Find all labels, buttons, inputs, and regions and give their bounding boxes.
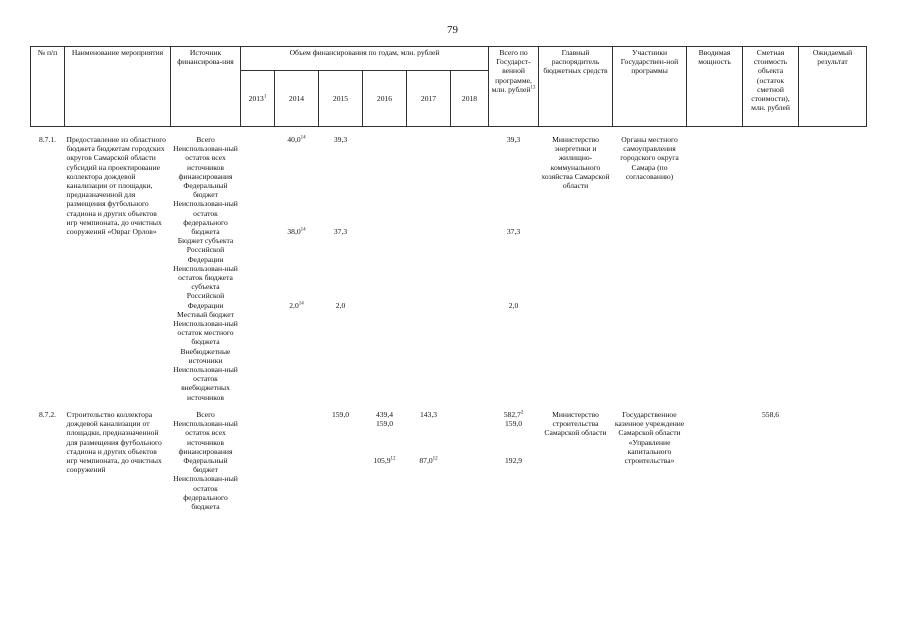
estimated-cost: 558,6 xyxy=(761,409,780,419)
spacer-cell xyxy=(743,127,799,136)
header-year-label: 2014 xyxy=(288,93,305,103)
value-stack xyxy=(277,135,317,393)
value-cell-2016 xyxy=(363,135,407,402)
funding-value-text: 159,0 xyxy=(375,419,394,429)
funding-value-text: 39,3 xyxy=(506,135,521,144)
table-body xyxy=(31,127,867,512)
header-year-label: 2013 xyxy=(248,93,264,103)
spacer-cell xyxy=(65,127,171,136)
table-row xyxy=(31,135,867,402)
header-num: № п/п xyxy=(31,47,65,127)
capacity xyxy=(687,410,743,511)
funding-source: Бюджет субъекта Российской Федерации xyxy=(177,236,234,264)
header-result: Ожидаемый результат xyxy=(799,47,867,127)
spacer-cell xyxy=(65,402,171,410)
capacity xyxy=(687,135,743,402)
funding-source: Неиспользован-ный остаток всех источников финансирования xyxy=(173,144,238,181)
funding-value-footnote: 12 xyxy=(390,456,396,462)
value-cell-total xyxy=(489,135,539,402)
funding-source: Федеральный бюджет xyxy=(183,455,228,475)
header-funding-group: Объем финансирования по годам, млн. рублей xyxy=(241,47,489,71)
funding-value xyxy=(491,301,537,310)
funding-value-text: 38,0 xyxy=(287,227,301,236)
header-total xyxy=(489,47,539,127)
value-cell-2015 xyxy=(319,410,363,511)
spacer-cell xyxy=(687,127,743,136)
spacer-cell xyxy=(799,127,867,136)
funding-value-text: 37,3 xyxy=(333,227,348,236)
spacer-cell xyxy=(319,127,363,136)
spacer-cell xyxy=(743,402,799,410)
budget-manager: Министерство строительства Самарской области xyxy=(544,409,607,438)
header-year-2015 xyxy=(319,71,363,127)
spacer-cell xyxy=(171,402,241,410)
value-cell-2013 xyxy=(241,410,275,511)
spacer-cell xyxy=(363,127,407,136)
header-year-sup: 1 xyxy=(263,94,267,100)
expected-result xyxy=(799,135,867,402)
header-year-label: 2017 xyxy=(420,93,437,103)
spacer-cell xyxy=(319,402,363,410)
header-estimated-cost: Сметная стоимость объекта (остаток сметной стоимости), млн. рублей xyxy=(743,47,799,127)
page-number: 79 xyxy=(447,24,458,36)
value-cell-2017 xyxy=(407,410,451,511)
spacer-cell xyxy=(539,127,613,136)
funding-value xyxy=(491,419,537,428)
program-participants: Органы местного самоуправления городского округа Самара (по согласованию) xyxy=(620,135,679,181)
spacer-cell xyxy=(613,402,687,410)
header-year-2014 xyxy=(275,71,319,127)
funding-source: Неиспользован-ный остаток местного бюджета xyxy=(173,319,238,347)
funding-source: Всего xyxy=(196,135,215,144)
program-participants: Государственное казенное учреждение Самарской области «Управление капитального строительства» xyxy=(614,409,685,465)
funding-value-footnote: 2 xyxy=(520,410,524,416)
header-capacity: Вводимая мощность xyxy=(687,47,743,127)
value-cell-2015 xyxy=(319,135,363,402)
value-cell-2018 xyxy=(451,410,489,511)
funding-value xyxy=(365,410,405,419)
value-cell-2014 xyxy=(275,135,319,402)
header-year-2018 xyxy=(451,71,489,127)
funding-value-text: 87,0 xyxy=(419,455,433,465)
header-participants: Участники Государствен-ной программы xyxy=(613,47,687,127)
value-stack xyxy=(243,410,273,502)
value-stack xyxy=(243,135,273,393)
funding-value-footnote: 14 xyxy=(300,135,306,141)
header-manager: Главный распорядитель бюджетных средств xyxy=(539,47,613,127)
spacer-cell xyxy=(687,402,743,410)
row-spacer xyxy=(31,127,867,136)
funding-source: Федеральный бюджет xyxy=(183,181,228,200)
value-stack xyxy=(409,410,449,502)
funding-value xyxy=(277,135,317,144)
funding-value xyxy=(365,419,405,428)
funding-sources xyxy=(171,135,241,402)
spacer-cell xyxy=(241,402,275,410)
expected-result xyxy=(799,410,867,511)
funding-sources xyxy=(171,410,241,511)
header-total-sup: 13 xyxy=(530,85,536,91)
funding-value xyxy=(277,227,317,236)
row-number: 8.7.2. xyxy=(38,409,57,419)
value-stack xyxy=(409,135,449,393)
table-row xyxy=(31,410,867,511)
spacer-cell xyxy=(539,402,613,410)
funding-value-text: 2,0 xyxy=(508,300,519,310)
funding-value xyxy=(491,227,537,236)
value-stack xyxy=(453,410,487,502)
funding-value xyxy=(365,456,405,465)
funding-value-text: 2,0 xyxy=(289,300,299,310)
value-cell-2018 xyxy=(451,135,489,402)
funding-value xyxy=(491,456,537,465)
spacer-cell xyxy=(241,127,275,136)
spacer-cell xyxy=(275,402,319,410)
spacer-cell xyxy=(489,127,539,136)
funding-value xyxy=(277,301,317,310)
spacer-cell xyxy=(31,127,65,136)
funding-value-text: 192,9 xyxy=(504,455,523,465)
spacer-cell xyxy=(31,402,65,410)
funding-value-text: 2,0 xyxy=(335,300,346,310)
spacer-cell xyxy=(275,127,319,136)
funding-value xyxy=(491,410,537,419)
funding-source: Всего xyxy=(196,409,215,419)
funding-value xyxy=(321,227,361,236)
funding-value xyxy=(409,456,449,465)
funding-value-text: 143,3 xyxy=(419,409,438,419)
funding-value-footnote: 12 xyxy=(432,456,438,462)
value-cell-2016 xyxy=(363,410,407,511)
header-year-2017 xyxy=(407,71,451,127)
row-spacer xyxy=(31,402,867,410)
funding-value-text: 40,0 xyxy=(287,135,301,144)
spacer-cell xyxy=(363,402,407,410)
funding-value-footnote: 14 xyxy=(298,301,304,307)
funding-value xyxy=(321,301,361,310)
value-cell-total xyxy=(489,410,539,511)
header-name: Наименование мероприятия xyxy=(65,47,171,127)
funding-value-text: 105,9 xyxy=(373,455,391,465)
funding-value-text: 159,0 xyxy=(504,419,523,429)
funding-source: Неиспользован-ный остаток внебюджетных источников xyxy=(173,365,238,402)
funding-value-text: 37,3 xyxy=(506,227,521,236)
value-stack xyxy=(321,135,361,393)
budget-manager: Министерство энергетики и жилищно-коммунального хозяйства Самарской области xyxy=(541,135,610,191)
spacer-cell xyxy=(451,402,489,410)
funding-value xyxy=(321,135,361,144)
estimated-cost xyxy=(743,135,799,402)
value-stack xyxy=(491,135,537,393)
spacer-cell xyxy=(171,127,241,136)
funding-value-footnote: 14 xyxy=(300,227,306,233)
table-header-row xyxy=(31,47,867,71)
header-year-label: 2018 xyxy=(461,93,478,103)
activity-name: Предоставление из областного бюджета бюджетам городских округов Самарской области субсидий на проектирование коллектора дождевой канализации от площадки, предназначенной для размещения футбольного стадиона и других объектов игр чемпионата, до очистных сооружений «Овраг Орлов» xyxy=(66,135,166,237)
funding-source: Неиспользован-ный остаток федерального бюджета xyxy=(173,199,238,237)
header-year-label: 2016 xyxy=(376,93,393,103)
funding-source: Внебюджетные источники xyxy=(180,346,231,365)
header-year-label: 2015 xyxy=(332,93,349,103)
funding-value xyxy=(321,410,361,419)
row-number: 8.7.1. xyxy=(38,135,57,144)
value-stack xyxy=(277,410,317,502)
value-stack xyxy=(365,410,405,502)
funding-value-text: 582,7 xyxy=(503,409,521,419)
funding-table xyxy=(30,46,867,511)
spacer-cell xyxy=(799,402,867,410)
header-total-text: Всего по Государст-венной программе, млн. рублей xyxy=(491,48,532,94)
funding-value xyxy=(409,410,449,419)
value-stack xyxy=(491,410,537,502)
funding-source: Неиспользован-ный остаток всех источников финансирования xyxy=(173,419,238,456)
value-stack xyxy=(453,135,487,393)
spacer-cell xyxy=(613,127,687,136)
value-stack xyxy=(365,135,405,393)
value-cell-2013 xyxy=(241,135,275,402)
header-year-2016 xyxy=(363,71,407,127)
header-source: Источник финансирова-ния xyxy=(171,47,241,127)
funding-source: Неиспользован-ный остаток бюджета субъекта Российской Федерации xyxy=(173,263,238,310)
funding-source: Неиспользован-ный остаток федерального бюджета xyxy=(173,474,238,511)
value-stack xyxy=(321,410,361,502)
activity-name: Строительство коллектора дождевой канализации от площадки, предназначенной для размещения футбольного стадиона и других объектов игр чемпионата, до очистных сооружений xyxy=(66,409,162,475)
funding-value-text: 439,4 xyxy=(375,409,394,419)
funding-source: Местный бюджет xyxy=(177,309,234,319)
value-cell-2014 xyxy=(275,410,319,511)
funding-value-text: 39,3 xyxy=(333,135,348,144)
value-cell-2017 xyxy=(407,135,451,402)
funding-value-text: 159,0 xyxy=(331,409,350,419)
spacer-cell xyxy=(489,402,539,410)
header-year-2013 xyxy=(241,71,275,127)
spacer-cell xyxy=(407,127,451,136)
spacer-cell xyxy=(407,402,451,410)
spacer-cell xyxy=(451,127,489,136)
funding-value xyxy=(491,135,537,144)
